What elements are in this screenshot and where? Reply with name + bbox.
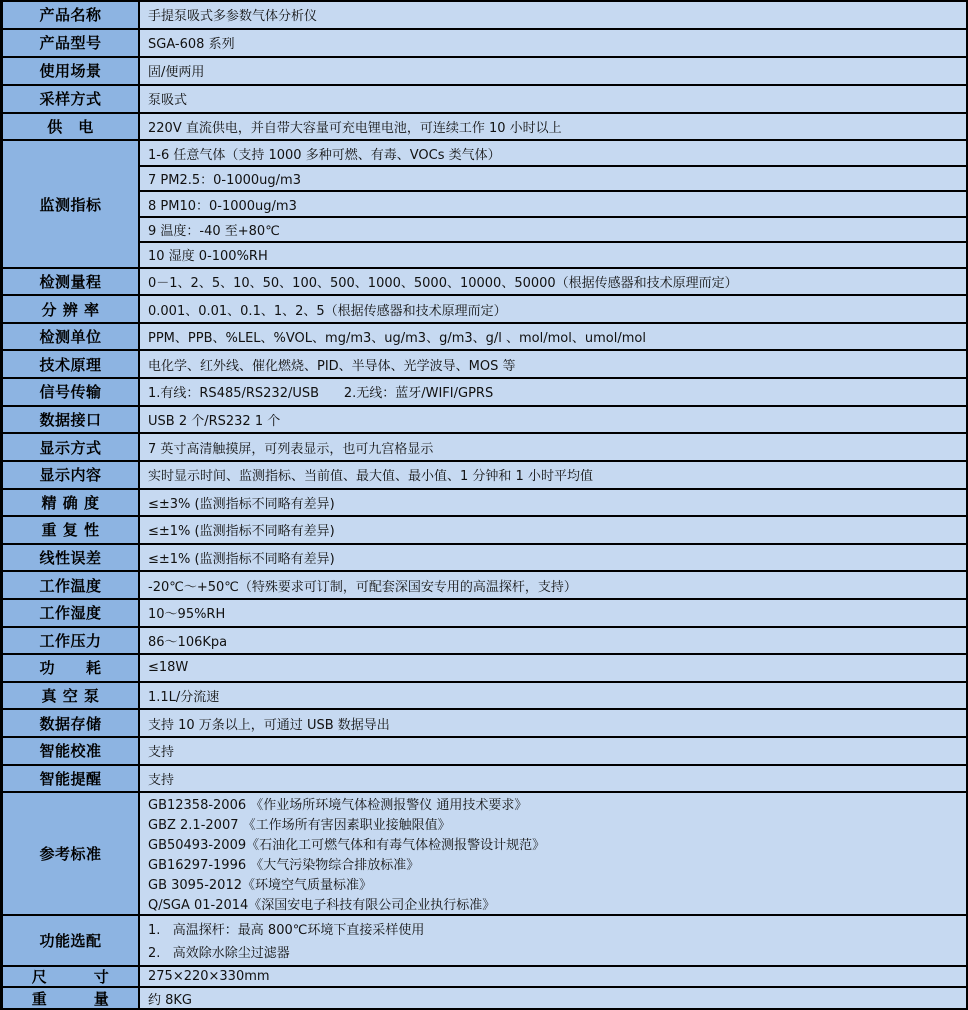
spec-label: 检测量程 <box>3 269 140 295</box>
spec-row-monitoring-indicators <box>3 139 966 266</box>
spec-label: 使用场景 <box>3 58 140 84</box>
spec-row-detection-range <box>3 267 966 295</box>
reference-standard-list <box>140 793 966 913</box>
spec-label: 重 复 性 <box>3 517 140 543</box>
spec-label: 参考标准 <box>3 793 140 913</box>
spec-value: 10～95%RH <box>140 600 966 626</box>
spec-row-product-name <box>3 2 966 28</box>
spec-label: 产品型号 <box>3 30 140 56</box>
spec-row-smart-reminder <box>3 764 966 792</box>
spec-value: 0.001、0.01、0.1、1、2、5（根据传感器和技术原理而定） <box>140 296 966 322</box>
monitoring-indicator-item: 8 PM10：0-1000ug/m3 <box>140 190 966 215</box>
spec-row-working-humidity <box>3 598 966 626</box>
spec-label: 显示方式 <box>3 434 140 460</box>
spec-label: 数据接口 <box>3 407 140 433</box>
spec-value: 220V 直流供电，并自带大容量可充电锂电池，可连续工作 10 小时以上 <box>140 114 966 140</box>
spec-label: 智能提醒 <box>3 766 140 792</box>
spec-label: 功能选配 <box>3 916 140 965</box>
spec-row-resolution <box>3 294 966 322</box>
spec-value: 实时显示时间、监测指标、当前值、最大值、最小值、1 分钟和 1 小时平均值 <box>140 462 966 488</box>
spec-row-sampling-method <box>3 84 966 112</box>
spec-label: 数据存储 <box>3 710 140 736</box>
spec-label: 线性误差 <box>3 545 140 571</box>
spec-value: 1.有线：RS485/RS232/USB 2.无线：蓝牙/WIFI/GPRS <box>140 379 966 405</box>
reference-standard-item: GB50493-2009《石油化工可燃气体和有毒气体检测报警设计规范》 <box>148 837 546 853</box>
spec-label: 重 量 <box>3 988 140 1008</box>
spec-value: 0－1、2、5、10、50、100、500、1000、5000、10000、50000（根据传感器和技术原理而定） <box>140 269 966 295</box>
spec-value: 86～106Kpa <box>140 628 966 654</box>
spec-row-technical-principle <box>3 349 966 377</box>
optional-feature-list <box>140 916 966 965</box>
reference-standard-item: GB 3095-2012《环境空气质量标准》 <box>148 877 372 893</box>
spec-value: ≤±1% (监测指标不同略有差异) <box>140 545 966 571</box>
spec-row-usage-scenario <box>3 56 966 84</box>
monitoring-indicator-item: 9 温度：-40 至+80℃ <box>140 216 966 241</box>
spec-label: 分 辨 率 <box>3 296 140 322</box>
spec-row-product-model <box>3 28 966 56</box>
spec-label: 供 电 <box>3 114 140 140</box>
spec-label: 产品名称 <box>3 2 140 28</box>
spec-value: 支持 <box>140 738 966 764</box>
optional-feature-item: 2. 高效除水除尘过滤器 <box>148 945 290 961</box>
spec-value: ≤18W <box>140 655 966 681</box>
spec-row-power-supply <box>3 112 966 140</box>
spec-value: 手提泵吸式多参数气体分析仪 <box>140 2 966 28</box>
spec-row-display-content <box>3 460 966 488</box>
reference-standard-item: GB16297-1996 《大气污染物综合排放标准》 <box>148 857 420 873</box>
spec-value: PPM、PPB、%LEL、%VOL、mg/m3、ug/m3、g/m3、g/l 、mol/mol、umol/mol <box>140 324 966 350</box>
spec-label: 尺 寸 <box>3 967 140 987</box>
spec-value: 约 8KG <box>140 988 966 1008</box>
spec-label: 信号传输 <box>3 379 140 405</box>
spec-value: 支持 10 万条以上，可通过 USB 数据导出 <box>140 710 966 736</box>
spec-row-smart-calibration <box>3 736 966 764</box>
spec-label: 监测指标 <box>3 141 140 266</box>
spec-value: ≤±1% (监测指标不同略有差异) <box>140 517 966 543</box>
spec-label: 智能校准 <box>3 738 140 764</box>
spec-row-weight <box>3 986 966 1008</box>
spec-label: 检测单位 <box>3 324 140 350</box>
spec-label: 工作温度 <box>3 572 140 598</box>
spec-row-working-pressure <box>3 626 966 654</box>
optional-feature-item: 1. 高温探杆：最高 800℃环境下直接采样使用 <box>148 923 425 939</box>
spec-value: 固/便两用 <box>140 58 966 84</box>
spec-row-working-temperature <box>3 570 966 598</box>
monitoring-indicator-list <box>140 141 966 266</box>
spec-label: 工作压力 <box>3 628 140 654</box>
spec-row-signal-transmission <box>3 377 966 405</box>
spec-value: 275×220×330mm <box>140 967 966 987</box>
spec-row-dimensions <box>3 965 966 987</box>
spec-row-vacuum-pump <box>3 681 966 709</box>
spec-row-linearity-error <box>3 543 966 571</box>
spec-value: 1.1L/分流速 <box>140 683 966 709</box>
spec-value: 电化学、红外线、催化燃烧、PID、半导体、光学波导、MOS 等 <box>140 351 966 377</box>
spec-row-repeatability <box>3 515 966 543</box>
spec-value: 7 英寸高清触摸屏，可列表显示，也可九宫格显示 <box>140 434 966 460</box>
monitoring-indicator-item: 7 PM2.5：0-1000ug/m3 <box>140 165 966 190</box>
spec-label: 采样方式 <box>3 86 140 112</box>
spec-value: 泵吸式 <box>140 86 966 112</box>
spec-row-reference-standards <box>3 791 966 913</box>
spec-value: USB 2 个/RS232 1 个 <box>140 407 966 433</box>
spec-row-detection-units <box>3 322 966 350</box>
spec-label: 显示内容 <box>3 462 140 488</box>
monitoring-indicator-item: 1-6 任意气体（支持 1000 多种可燃、有毒、VOCs 类气体） <box>140 141 966 164</box>
spec-value: SGA-608 系列 <box>140 30 966 56</box>
spec-label: 技术原理 <box>3 351 140 377</box>
spec-label: 功 耗 <box>3 655 140 681</box>
reference-standard-item: GBZ 2.1-2007 《工作场所有害因素职业接触限值》 <box>148 818 451 834</box>
spec-row-power-consumption <box>3 653 966 681</box>
reference-standard-item: Q/SGA 01-2014《深国安电子科技有限公司企业执行标准》 <box>148 897 496 913</box>
spec-row-data-storage <box>3 708 966 736</box>
spec-value: -20℃～+50℃（特殊要求可订制，可配套深国安专用的高温探杆，支持） <box>140 572 966 598</box>
spec-value: ≤±3% (监测指标不同略有差异) <box>140 490 966 516</box>
spec-label: 精 确 度 <box>3 490 140 516</box>
spec-label: 工作湿度 <box>3 600 140 626</box>
reference-standard-item: GB12358-2006 《作业场所环境气体检测报警仪 通用技术要求》 <box>148 798 528 814</box>
spec-row-optional-features <box>3 914 966 965</box>
spec-label: 真 空 泵 <box>3 683 140 709</box>
spec-row-data-interface <box>3 405 966 433</box>
spec-row-display-mode <box>3 432 966 460</box>
spec-value: 支持 <box>140 766 966 792</box>
monitoring-indicator-item: 10 湿度 0-100%RH <box>140 241 966 266</box>
spec-row-accuracy <box>3 488 966 516</box>
